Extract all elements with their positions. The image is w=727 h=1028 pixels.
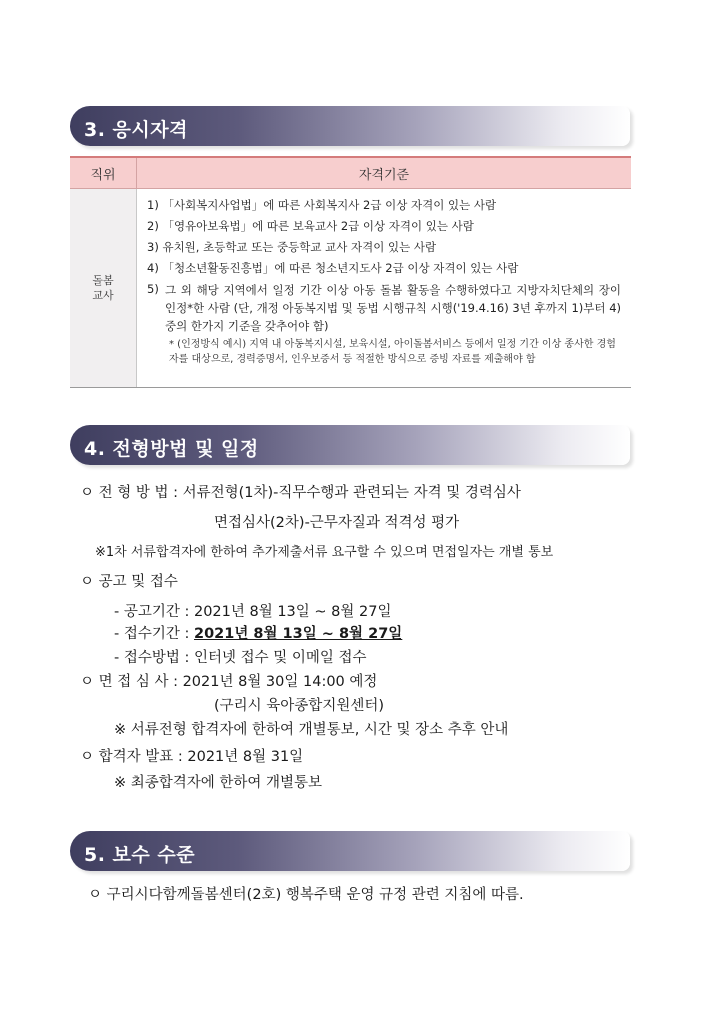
position-line2: 교사 [92, 289, 114, 302]
criteria-cell [137, 189, 631, 387]
section-header-salary [70, 831, 630, 871]
notice-period: - 공고기간 : 2021년 8월 13일 ~ 8월 27일 [114, 604, 392, 620]
method-second: 면접심사(2차)-근무자질과 적격성 평가 [214, 515, 460, 531]
receipt-label: - 접수기간 : [114, 626, 194, 642]
criteria-item-5-number: 5) [147, 282, 159, 296]
method-label: ㅇ 전 형 방 법 : [80, 485, 183, 501]
receipt-line [114, 622, 402, 643]
criteria-item: 3) 유치원, 초등학교 또는 중등학교 교사 자격이 있는 사람 [147, 240, 437, 254]
criteria-item-5 [147, 279, 621, 335]
result-line: ㅇ 합격자 발표 : 2021년 8월 31일 [80, 749, 304, 765]
salary-text: ㅇ 구리시다함께돌봄센터(2호) 행복주택 운영 규정 관련 지침에 따름. [88, 887, 524, 903]
header-criteria: 자격기준 [358, 167, 410, 183]
receipt-method: - 접수방법 : 인터넷 접수 및 이메일 접수 [114, 650, 367, 666]
criteria-item: 1) 「사회복지사업법」에 따른 사회복지사 2급 이상 자격이 있는 사람 [147, 198, 497, 212]
interview-line: ㅇ 면 접 심 사 : 2021년 8월 30일 14:00 예정 [80, 674, 378, 690]
section-title: 3. 응시자격 [84, 119, 188, 141]
interview-place: (구리시 육아종합지원센터) [214, 698, 384, 714]
section-header-qualifications [70, 106, 630, 146]
criteria-note: * (인정방식 예시) 지역 내 아동복지시설, 보육시설, 아이돌봄서비스 등에서 일정 기간 이상 종사한 경험자를 대상으로, 경력증명서, 인우보증서 등 적절한 방식으로 증빙 자료를 제출해야 함 [169, 339, 616, 365]
method-line [80, 481, 521, 502]
section-title: 4. 전형방법 및 일정 [84, 438, 259, 460]
qualification-table [70, 156, 631, 388]
interview-note: ※ 서류전형 합격자에 한하여 개별통보, 시간 및 장소 추후 안내 [114, 722, 509, 738]
result-note: ※ 최종합격자에 한하여 개별통보 [114, 775, 323, 791]
criteria-item: 2) 「영유아보육법」에 따른 보육교사 2급 이상 자격이 있는 사람 [147, 219, 474, 233]
method-note: ※1차 서류합격자에 한하여 추가제출서류 요구할 수 있으며 면접일자는 개별 통보 [95, 545, 554, 560]
method-first: 서류전형(1차)-직무수행과 관련되는 자격 및 경력심사 [182, 485, 521, 501]
table-row [70, 189, 631, 387]
header-position: 직위 [70, 158, 137, 188]
section-title: 5. 보수 수준 [84, 844, 196, 866]
position-line1: 돌봄 [92, 274, 114, 287]
criteria-item: 4) 「청소년활동진흥법」에 따른 청소년지도사 2급 이상 자격이 있는 사람 [147, 261, 519, 275]
notice-label: ㅇ 공고 및 접수 [80, 574, 178, 590]
receipt-period: 2021년 8월 13일 ~ 8월 27일 [193, 626, 403, 642]
criteria-item-5-text: 그 외 해당 지역에서 일정 기간 이상 아동 돌봄 활동을 수행하였다고 지방자치단체의 장이 인정*한 사람 (단, 개정 아동복지법 및 동법 시행규칙 시행('19.4.16) 3년 후까지 1)부터 4)중의 한가지 기준을 갖추어야 함) [165, 283, 621, 333]
section-header-schedule [70, 425, 630, 465]
position-cell [70, 189, 137, 387]
table-header-row [70, 158, 631, 189]
